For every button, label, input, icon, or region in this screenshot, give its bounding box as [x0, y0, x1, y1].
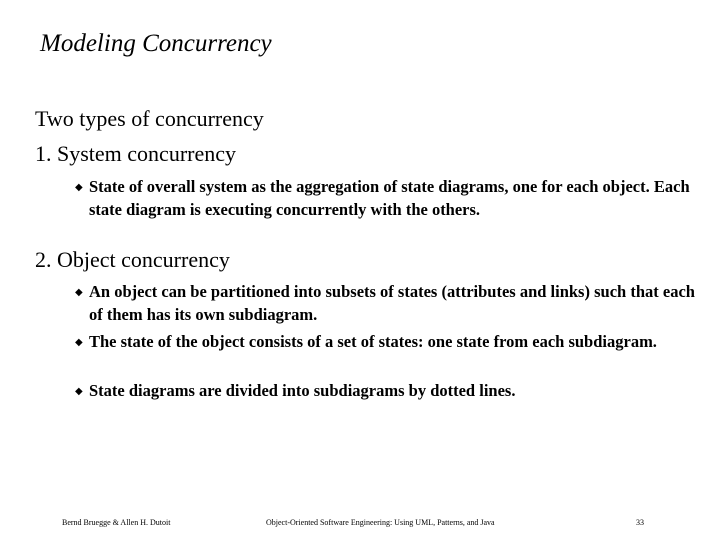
- bullet-text: An object can be partitioned into subsets of states (attributes and links) such that each of them has its own subdiagram.: [89, 282, 695, 324]
- bullet-text: State diagrams are divided into subdiagrams by dotted lines.: [89, 381, 516, 400]
- intro-text: Two types of concurrency: [35, 106, 264, 131]
- bullet-item-object-2: [75, 331, 699, 354]
- footer-book-title: Object-Oriented Software Engineering: Using UML, Patterns, and Java: [266, 518, 495, 527]
- footer-page-number: 33: [636, 518, 644, 527]
- bullet-text: The state of the object consists of a set of states: one state from each subdiagram.: [89, 332, 657, 351]
- bullet-diamond-icon: ◆: [75, 287, 83, 298]
- bullet-item-system-1: [75, 176, 699, 221]
- footer-authors: Bernd Bruegge & Allen H. Dutoit: [62, 518, 171, 527]
- bullet-diamond-icon: ◆: [75, 182, 83, 193]
- slide-title: Modeling Concurrency: [40, 30, 272, 57]
- bullet-diamond-icon: ◆: [75, 386, 83, 397]
- bullet-item-object-1: [75, 281, 699, 326]
- bullet-diamond-icon: ◆: [75, 337, 83, 348]
- section-heading-system: 1. System concurrency: [35, 141, 236, 166]
- bullet-text: State of overall system as the aggregation of state diagrams, one for each object. Each state diagram is executing concurrently with the others.: [89, 177, 690, 219]
- bullet-item-object-3: [75, 380, 699, 403]
- section-heading-object: 2. Object concurrency: [35, 247, 230, 272]
